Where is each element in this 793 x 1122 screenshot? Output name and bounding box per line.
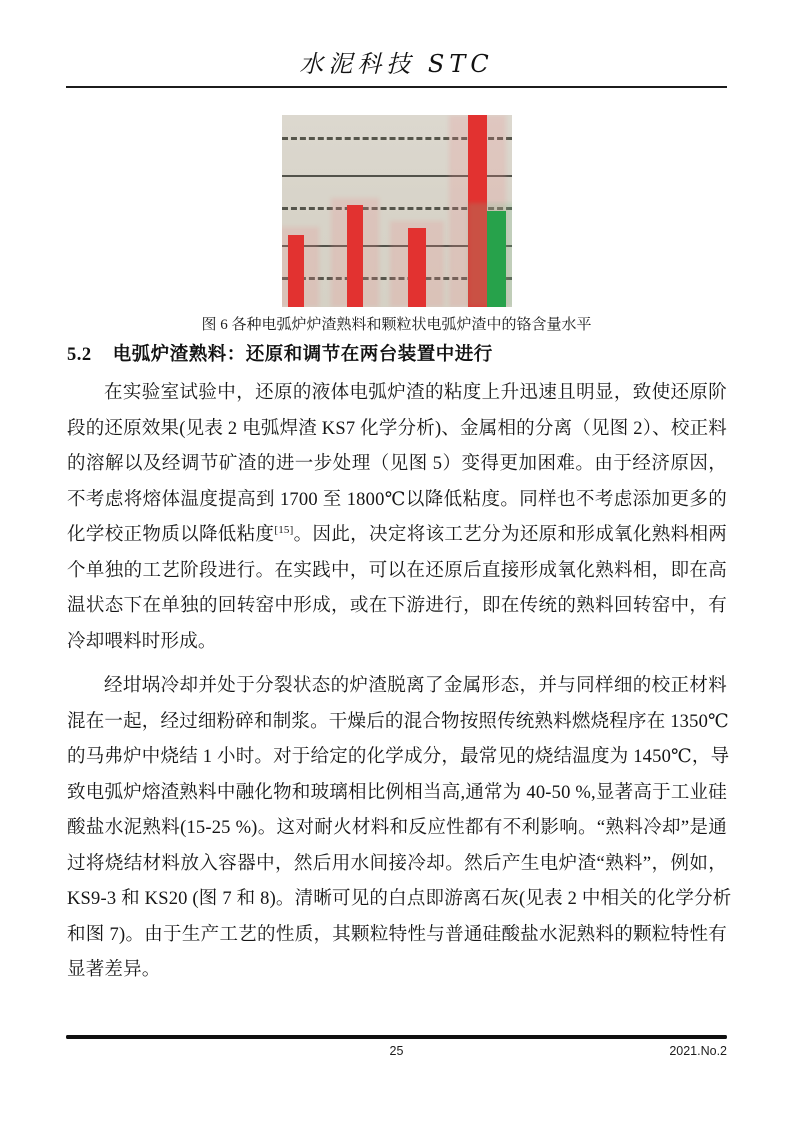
paragraph-2 bbox=[67, 669, 732, 989]
text-line: 在实验室试验中，还原的液体电弧炉渣的粘度上升迅速且明显，致使还原阶 bbox=[104, 383, 727, 403]
text-line: 个单独的工艺阶段进行。在实践中，可以在还原后直接形成氧化熟料相，即在高 bbox=[67, 560, 727, 581]
text-line: 的马弗炉中烧结 1 小时。对于给定的化学成分，最常见的烧结温度为 1450℃，导 bbox=[67, 747, 730, 767]
section-title: 电弧炉渣熟料：还原和调节在两台装置中进行 bbox=[112, 345, 493, 365]
chart-bar bbox=[288, 235, 304, 307]
text-line: 酸盐水泥熟料(15-25 %)。这对耐火材料和反应性都有不利影响。“熟料冷却”是通 bbox=[67, 818, 727, 838]
text-line: 不考虑将熔体温度提高到 1700 至 1800℃以降低粘度。同样也不考虑添加更多的 bbox=[67, 489, 727, 510]
chart-bar bbox=[487, 211, 506, 307]
footer-divider bbox=[66, 1035, 727, 1039]
text-line: 混在一起，经过细粉碎和制浆。干燥后的混合物按照传统熟料燃烧程序在 1350℃ bbox=[67, 711, 729, 732]
text-line: 致电弧炉熔渣熟料中融化物和玻璃相比例相当高,通常为 40-50 %,显著高于工业硅 bbox=[67, 782, 727, 803]
text-line: 和图 7)。由于生产工艺的性质，其颗粒特性与普通硅酸盐水泥熟料的颗粒特性有 bbox=[67, 924, 727, 945]
text-line: 过将烧结材料放入容器中，然后用水间接冷却。然后产生电炉渣“熟料”，例如， bbox=[67, 853, 727, 874]
page-number: 25 bbox=[389, 1044, 404, 1058]
superscript-reference: [15] bbox=[274, 523, 294, 536]
text-line: 温状态下在单独的回转窑中形成，或在下游进行，即在传统的熟料回转窑中，有 bbox=[67, 596, 727, 616]
text-line: 化学校正物质以降低粘度[15]。因此，决定将该工艺分为还原和形成氧化熟料相两 bbox=[67, 523, 728, 545]
chart-bar bbox=[408, 228, 426, 307]
text-line: 的溶解以及经调节矿渣的进一步处理（见图 5）变得更加困难。由于经济原因， bbox=[67, 454, 727, 474]
text-line: 段的还原效果(见表 2 电弧焊渣 KS7 化学分析)、金属相的分离（见图 2）、校正料 bbox=[67, 418, 727, 439]
issue-number: 2021.No.2 bbox=[669, 1044, 727, 1058]
figure6-bar-chart-image bbox=[282, 115, 512, 307]
figure-caption: 图 6 各种电弧炉炉渣熟料和颗粒状电弧炉渣中的铬含量水平 bbox=[201, 317, 592, 333]
text-line: 冷却喂料时形成。 bbox=[67, 631, 217, 652]
paragraph-1 bbox=[67, 376, 727, 660]
header-divider bbox=[66, 86, 727, 88]
section-heading bbox=[67, 340, 493, 366]
text-line: 显著差异。 bbox=[67, 960, 161, 980]
section-number: 5.2 bbox=[67, 345, 92, 365]
text-line: KS9-3 和 KS20 (图 7 和 8)。清晰可见的白点即游离石灰(见表 2 中相关的化学分析 bbox=[67, 889, 732, 909]
text-line: 经坩埚冷却并处于分裂状态的炉渣脱离了金属形态，并与同样细的校正材料 bbox=[104, 676, 727, 696]
journal-header-title: 水泥科技 STC bbox=[299, 50, 494, 78]
chart-bar bbox=[347, 205, 363, 307]
